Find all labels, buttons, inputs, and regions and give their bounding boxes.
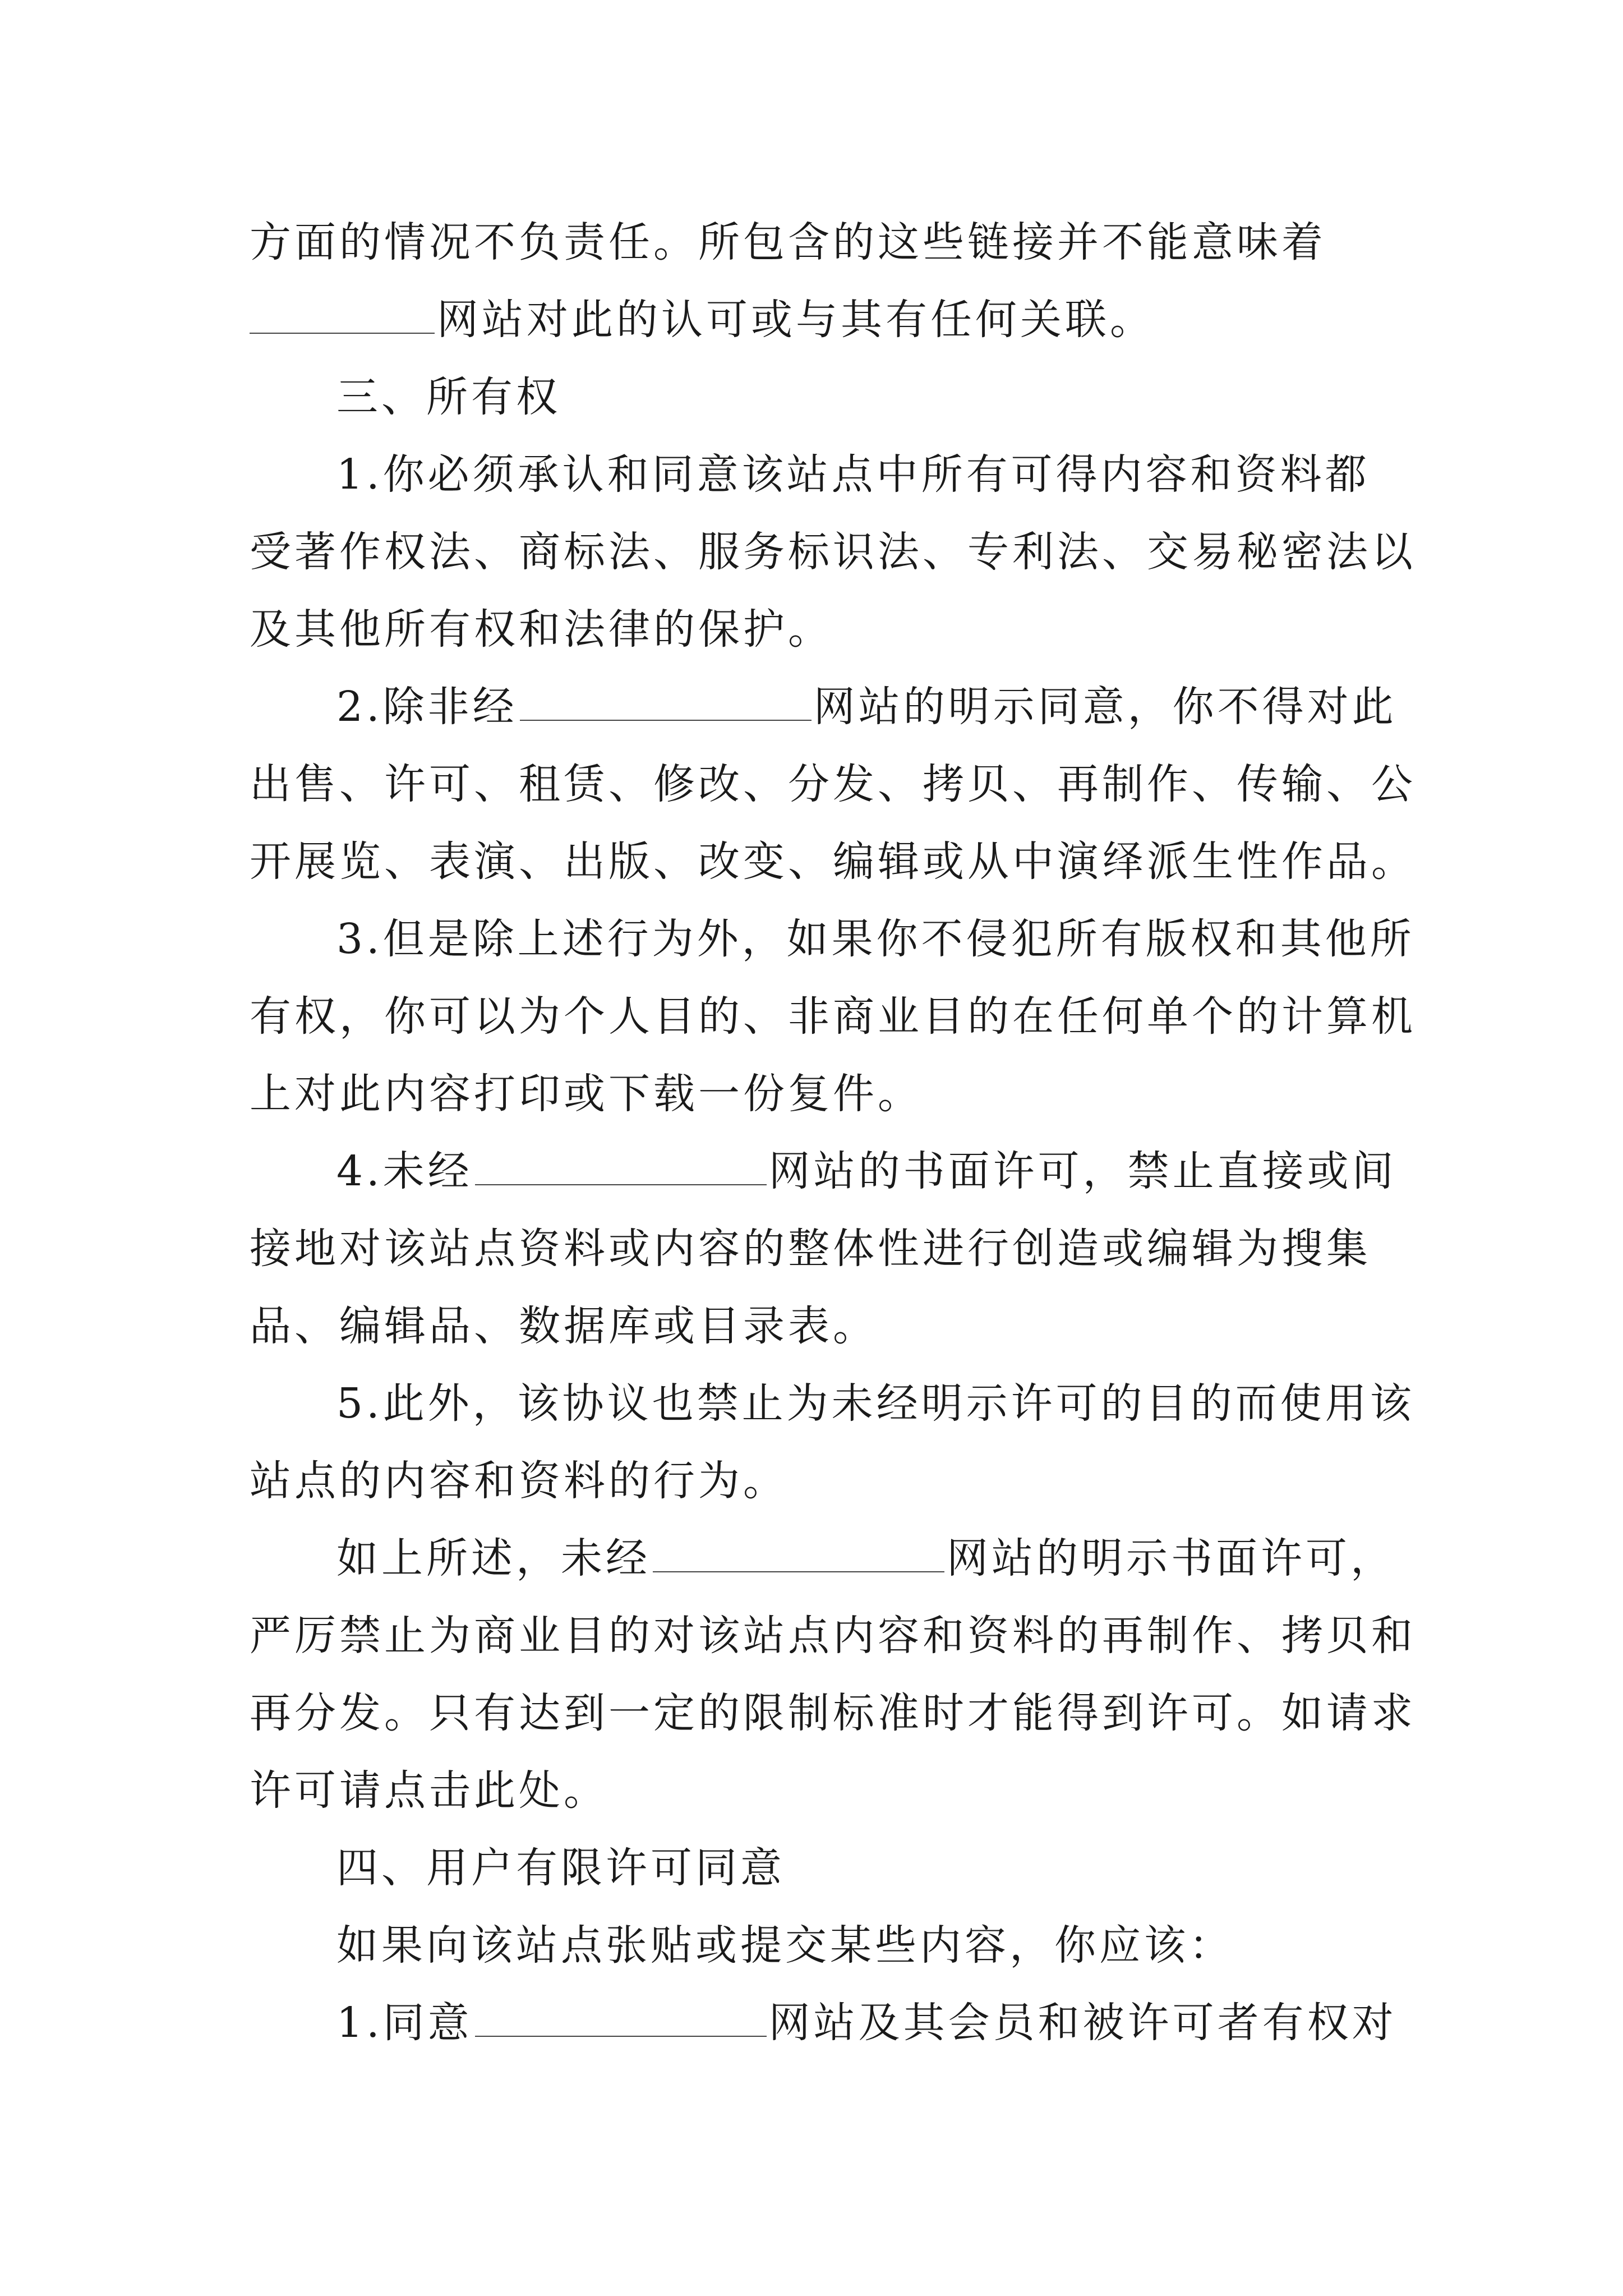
line-text: 网站的书面许可，禁止直接或间 xyxy=(768,1147,1397,1195)
line-text: 许可请点击此处。 xyxy=(250,1766,608,1815)
line-text: 有权，你可以为个人目的、非商业目的在任何单个的计算机 xyxy=(250,992,1416,1041)
line-text: 网站对此的认可或与其有任何关联。 xyxy=(437,296,1155,344)
section-heading-user-license xyxy=(336,1834,785,1902)
fill-in-blank xyxy=(475,1996,767,2037)
text-line-2 xyxy=(250,286,1155,353)
text-line-1 xyxy=(250,209,1326,276)
text-line-20 xyxy=(250,1680,1416,1747)
text-line-8 xyxy=(250,751,1416,818)
text-line-15 xyxy=(250,1292,878,1360)
text-line-16 xyxy=(336,1370,1415,1437)
text-line-24 xyxy=(336,1989,1397,2056)
line-text: 4.未经 xyxy=(336,1147,473,1195)
line-text: 严厉禁止为商业目的对该站点内容和资料的再制作、拷贝和 xyxy=(250,1612,1416,1660)
text-line-5 xyxy=(250,518,1416,586)
line-text: 网站及其会员和被许可者有权对 xyxy=(768,1999,1397,2047)
line-text: 站点的内容和资料的行为。 xyxy=(250,1457,788,1505)
fill-in-blank xyxy=(250,293,435,334)
fill-in-blank xyxy=(475,1145,767,1185)
text-line-6 xyxy=(250,596,833,663)
text-line-12 xyxy=(250,1060,923,1128)
line-text: 出售、许可、租赁、修改、分发、拷贝、再制作、传输、公 xyxy=(250,760,1416,808)
text-line-23 xyxy=(336,1912,1234,1979)
text-line-14 xyxy=(250,1215,1371,1282)
text-line-4 xyxy=(336,441,1370,508)
fill-in-blank xyxy=(653,1532,944,1572)
text-line-21 xyxy=(250,1757,608,1824)
line-text: 2.除非经 xyxy=(336,683,518,731)
line-text: 如上所述，未经 xyxy=(336,1534,651,1582)
line-text: 再分发。只有达到一定的限制标准时才能得到许可。如请求 xyxy=(250,1689,1416,1737)
text-line-9 xyxy=(250,828,1416,895)
line-text: 品、编辑品、数据库或目录表。 xyxy=(250,1302,878,1350)
line-text: 及其他所有权和法律的保护。 xyxy=(250,605,833,654)
text-line-18 xyxy=(336,1525,1395,1592)
line-text: 3.但是除上述行为外，如果你不侵犯所有版权和其他所 xyxy=(336,915,1415,963)
line-text: 网站的明示书面许可， xyxy=(947,1534,1395,1582)
text-line-13 xyxy=(336,1138,1397,1205)
text-line-11 xyxy=(250,983,1416,1050)
fill-in-blank xyxy=(520,680,811,721)
heading-text: 三、所有权 xyxy=(336,373,561,421)
line-text: 上对此内容打印或下载一份复件。 xyxy=(250,1070,923,1118)
text-line-19 xyxy=(250,1602,1416,1669)
text-line-7 xyxy=(336,673,1397,740)
line-text: 如果向该站点张贴或提交某些内容，你应该： xyxy=(336,1921,1234,1970)
line-text: 方面的情况不负责任。所包含的这些链接并不能意味着 xyxy=(250,218,1326,266)
line-text: 5.此外，该协议也禁止为未经明示许可的目的而使用该 xyxy=(336,1379,1415,1428)
line-text: 开展览、表演、出版、改变、编辑或从中演绎派生性作品。 xyxy=(250,838,1416,886)
line-text: 1.你必须承认和同意该站点中所有可得内容和资料都 xyxy=(336,450,1370,499)
line-text: 网站的明示同意，你不得对此 xyxy=(813,683,1397,731)
text-line-10 xyxy=(336,905,1415,973)
line-text: 受著作权法、商标法、服务标识法、专利法、交易秘密法以 xyxy=(250,528,1416,576)
text-line-17 xyxy=(250,1447,788,1515)
section-heading-ownership xyxy=(336,364,561,431)
line-text: 接地对该站点资料或内容的整体性进行创造或编辑为搜集 xyxy=(250,1225,1371,1273)
heading-text: 四、用户有限许可同意 xyxy=(336,1844,785,1892)
line-text: 1.同意 xyxy=(336,1999,473,2047)
